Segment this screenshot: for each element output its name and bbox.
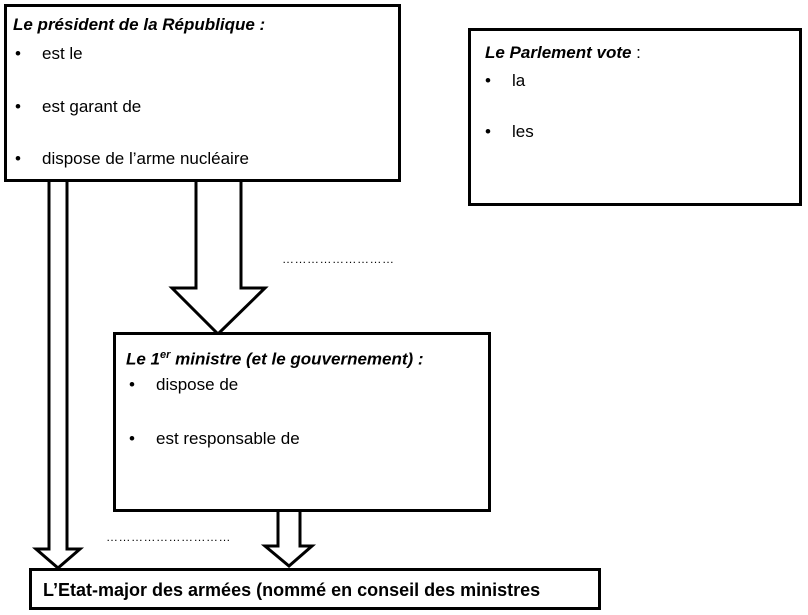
bullet-icon: • xyxy=(15,44,21,63)
ministre-to-etat-major-arrow xyxy=(265,510,312,566)
parlement-title xyxy=(485,43,641,63)
president-box xyxy=(4,4,401,182)
parlement-item-label: la xyxy=(512,71,526,90)
etat-major-box xyxy=(29,568,601,610)
ministre-box xyxy=(113,332,491,512)
president-to-ministre-arrow xyxy=(172,178,265,334)
bullet-icon: • xyxy=(15,149,21,168)
ministre-title xyxy=(126,349,424,370)
parlement-item-label: les xyxy=(512,122,534,141)
parlement-title-suffix: : xyxy=(631,43,641,62)
president-to-etat-major-arrow xyxy=(36,178,80,568)
etat-major-label: L’Etat-major des armées (nommé en conseil des ministres xyxy=(43,580,541,600)
blank-upper: ……………………… xyxy=(282,252,395,266)
bullet-icon: • xyxy=(15,97,21,116)
president-title: Le président de la République : xyxy=(13,15,266,34)
parlement-box xyxy=(468,28,802,206)
bullet-icon: • xyxy=(129,429,135,448)
ministre-title-rest: ministre (et le gouvernement) : xyxy=(170,349,424,369)
president-item-label: dispose de l’arme nucléaire xyxy=(42,149,249,168)
bullet-icon: • xyxy=(485,71,491,90)
president-item-label: est garant de xyxy=(42,97,142,116)
ministre-item-label: dispose de xyxy=(156,375,239,394)
bullet-icon: • xyxy=(129,375,135,394)
parlement-title-text: Le Parlement vote xyxy=(485,43,632,62)
blank-lower: ………………………… xyxy=(106,530,231,544)
president-item-label: est le xyxy=(42,44,83,63)
ministre-title-sup: er xyxy=(160,349,171,361)
bullet-icon: • xyxy=(485,122,491,141)
ministre-item-label: est responsable de xyxy=(156,429,300,448)
ministre-title-prefix: Le 1 xyxy=(126,349,161,369)
